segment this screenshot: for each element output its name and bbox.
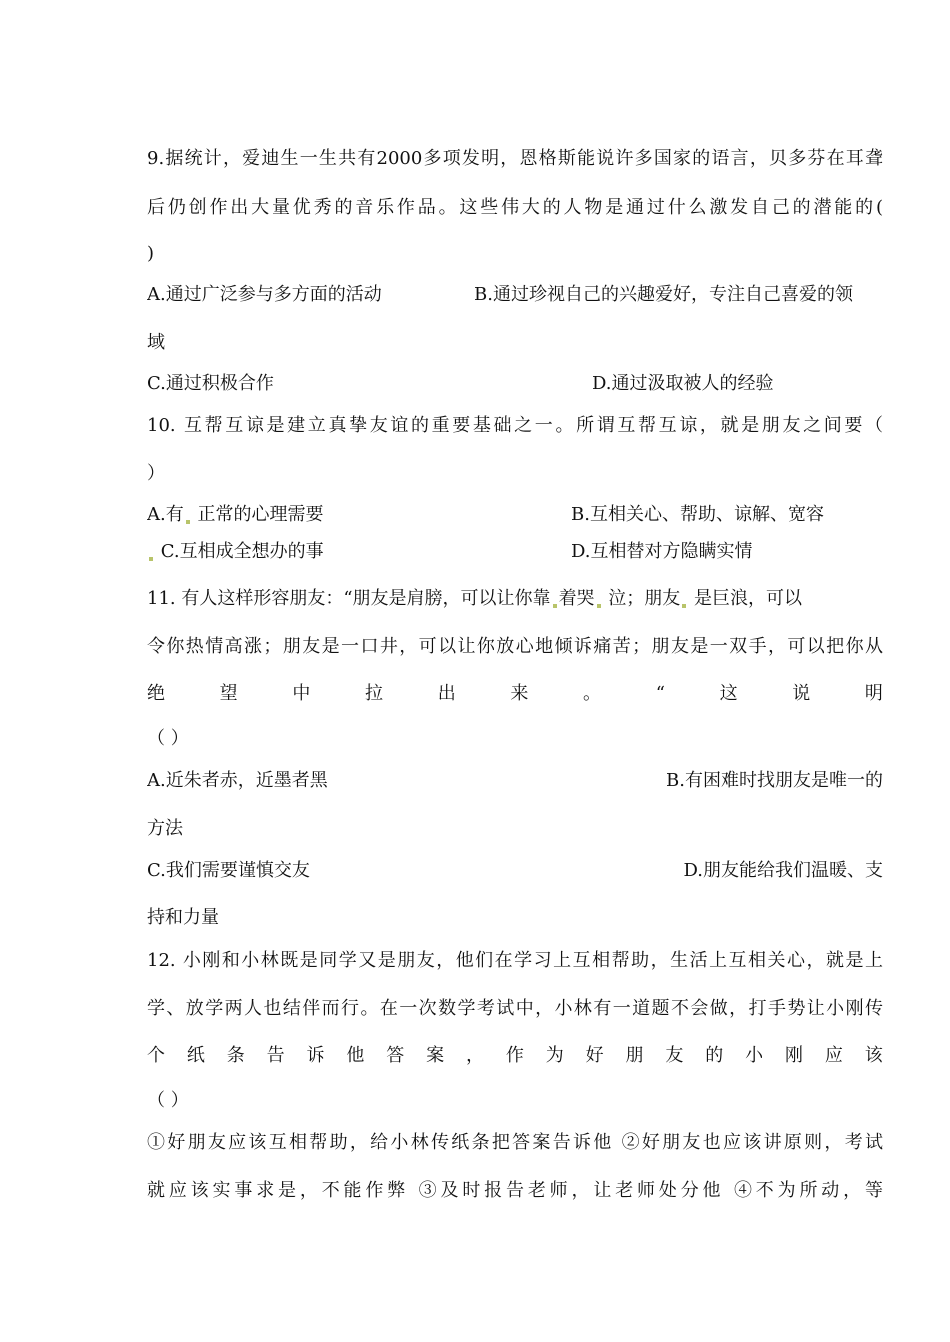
q12-char: 的 — [705, 1045, 724, 1066]
q11-char: 说 — [792, 683, 811, 704]
q12-char: 告 — [266, 1045, 285, 1066]
q12-char: ， — [466, 1045, 484, 1066]
q12-char: 个 — [147, 1045, 165, 1066]
q12-char: 朋 — [625, 1045, 644, 1066]
q12-char: 他 — [346, 1045, 365, 1066]
q10-stem-line-2: ） — [147, 463, 165, 484]
q11-line1-part-b: 着哭 — [558, 588, 595, 609]
q12-char: 友 — [665, 1045, 684, 1066]
q10-stem-line-1: 10. 互帮互谅是建立真挚友谊的重要基础之一。所谓互帮互谅，就是朋友之间要（ — [147, 415, 883, 436]
q12-choice-line-2: 就应该实事求是，不能作弊 ③及时报告老师，让老师处分他 ④不为所动，等 — [147, 1180, 883, 1201]
q10-option-c-text: C.互相成全想办的事 — [155, 541, 324, 562]
q9-stem-line-1: 9.据统计，爱迪生一生共有2000多项发明，恩格斯能说许多国家的语言，贝多芬在耳聋 — [147, 148, 883, 169]
q9-option-d: D.通过汲取被人的经验 — [592, 373, 774, 394]
q9-option-b: B.通过珍视自己的兴趣爱好，专注自己喜爱的领 — [474, 284, 853, 305]
q11-option-d-cont: 持和力量 — [147, 907, 219, 928]
q10-option-a-post: 正常的心理需要 — [191, 504, 324, 525]
q12-answer-blank: （ ） — [147, 1090, 189, 1111]
q10-option-a-pre: A.有 — [147, 504, 184, 525]
q12-stem-line-3 — [147, 1044, 883, 1068]
q11-stem-line-2: 令你热情高涨；朋友是一口井，可以让你放心地倾诉痛苦；朋友是一双手，可以把你从 — [147, 636, 883, 657]
q11-char: “ — [655, 683, 665, 704]
q12-char: 纸 — [186, 1045, 205, 1066]
q12-char: 答 — [386, 1045, 405, 1066]
q11-line1-part-d: 是巨浪，可以 — [688, 588, 803, 609]
q9-option-b-cont: 域 — [147, 332, 165, 353]
q11-option-c: C.我们需要谨慎交友 — [147, 860, 310, 881]
q11-answer-blank: （ ） — [147, 728, 189, 749]
q12-char: 条 — [226, 1045, 245, 1066]
q12-stem-line-1: 12. 小刚和小林既是同学又是朋友，他们在学习上互相帮助，生活上互相关心，就是上 — [147, 950, 883, 971]
q11-char: 明 — [864, 683, 883, 704]
q12-char: 作 — [505, 1045, 524, 1066]
q9-option-a: A.通过广泛参与多方面的活动 — [147, 284, 382, 305]
q9-stem-line-2: 后仍创作出大量优秀的音乐作品。这些伟大的人物是通过什么激发自己的潜能的( — [147, 197, 883, 218]
q11-option-b: B.有困难时找朋友是唯一的 — [666, 770, 883, 791]
q11-option-d: D.朋友能给我们温暖、支 — [683, 860, 883, 881]
q12-stem-line-2: 学、放学两人也结伴而行。在一次数学考试中，小林有一道题不会做，打手势让小刚传 — [147, 998, 883, 1019]
q11-char: 。 — [583, 683, 602, 704]
q12-char: 诉 — [306, 1045, 325, 1066]
q11-char: 拉 — [365, 683, 384, 704]
q11-char: 来 — [510, 683, 529, 704]
q10-option-b: B.互相关心、帮助、谅解、宽容 — [571, 504, 824, 525]
q11-char: 绝 — [147, 683, 165, 704]
q10-option-c — [147, 540, 883, 564]
artifact-dot — [149, 557, 153, 561]
q11-char: 出 — [437, 683, 456, 704]
q12-char: 该 — [864, 1045, 883, 1066]
q11-stem-line-3 — [147, 682, 883, 706]
q9-option-c: C.通过积极合作 — [147, 373, 274, 394]
q9-stem-line-3: ) — [147, 243, 155, 264]
artifact-dot — [186, 520, 190, 524]
q11-line1-part-a: 11. 有人这样形容朋友：“朋友是肩膀，可以让你靠 — [147, 588, 551, 609]
q12-char: 小 — [745, 1045, 764, 1066]
q11-char: 望 — [219, 683, 238, 704]
q11-stem-line-1 — [147, 587, 883, 611]
q10-option-d: D.互相替对方隐瞒实情 — [571, 541, 753, 562]
q12-char: 好 — [585, 1045, 604, 1066]
q11-char: 中 — [292, 683, 311, 704]
q12-char: 为 — [545, 1045, 564, 1066]
q12-char: 案 — [426, 1045, 445, 1066]
q12-char: 应 — [824, 1045, 843, 1066]
q11-option-a: A.近朱者赤，近墨者黑 — [147, 770, 328, 791]
artifact-dot — [553, 604, 557, 608]
q11-option-b-cont: 方法 — [147, 818, 183, 839]
artifact-dot — [682, 604, 686, 608]
q11-line1-part-c: 泣；朋友 — [602, 588, 681, 609]
q11-char: 这 — [719, 683, 738, 704]
q12-choice-line-1: ①好朋友应该互相帮助，给小林传纸条把答案告诉他 ②好朋友也应该讲原则，考试 — [147, 1132, 883, 1153]
q12-char: 刚 — [785, 1045, 803, 1066]
artifact-dot — [597, 604, 601, 608]
